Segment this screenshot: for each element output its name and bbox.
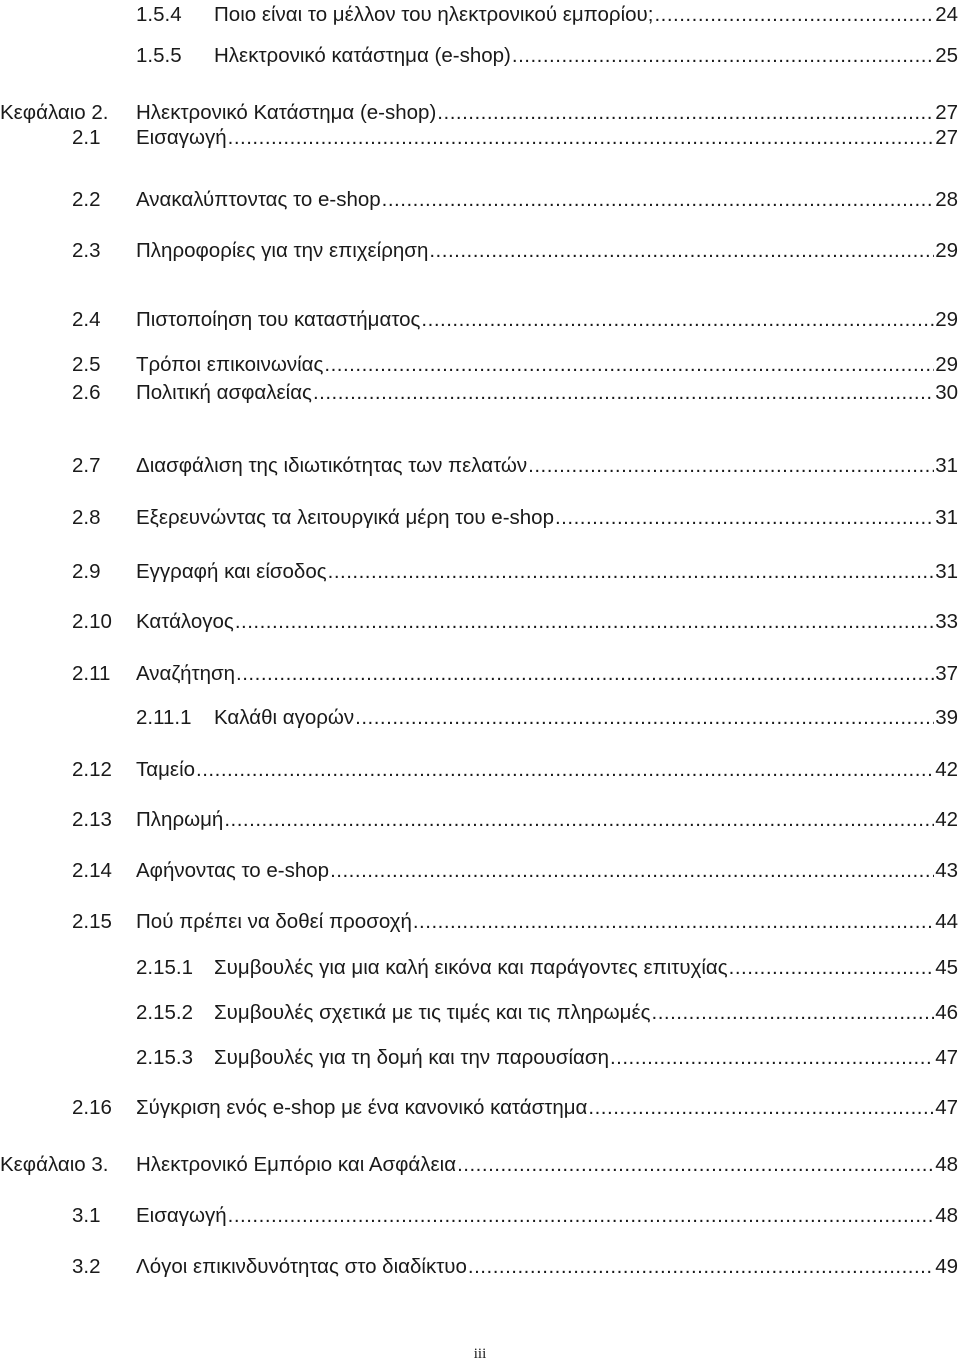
toc-entry-page: 28 xyxy=(935,188,958,211)
toc-entry[interactable] xyxy=(72,755,958,785)
dot-leader xyxy=(228,1201,935,1231)
toc-entry-page: 48 xyxy=(935,1153,958,1176)
dot-leader xyxy=(588,1093,934,1123)
toc-entry-page: 31 xyxy=(935,506,958,529)
toc-entry[interactable] xyxy=(72,659,958,689)
dot-leader xyxy=(652,998,935,1028)
toc-entry-page: 47 xyxy=(935,1046,958,1069)
toc-entry-title: Ταμείο xyxy=(136,758,196,781)
toc-entry-number: 2.16 xyxy=(72,1096,112,1119)
dot-leader xyxy=(555,503,934,533)
toc-entry-number: 2.15.2 xyxy=(136,1001,193,1024)
toc-entry-title: Ηλεκτρονικό Κατάστημα (e-shop) xyxy=(136,101,437,124)
toc-entry-number: 2.5 xyxy=(72,353,101,376)
toc-entry-title: Ανακαλύπτοντας το e-shop xyxy=(136,188,381,211)
toc-entry-number: Κεφάλαιο 2. xyxy=(0,101,109,124)
toc-entry-number: 2.2 xyxy=(72,188,101,211)
toc-entry-number: 1.5.5 xyxy=(136,44,182,67)
toc-entry-page: 47 xyxy=(935,1096,958,1119)
toc-entry-title: Λόγοι επικινδυνότητας στο διαδίκτυο xyxy=(136,1255,467,1278)
toc-entry[interactable] xyxy=(136,41,958,71)
toc-entry[interactable] xyxy=(72,305,958,335)
dot-leader xyxy=(196,755,934,785)
toc-entry-number: 2.11.1 xyxy=(136,706,192,729)
toc-entry[interactable] xyxy=(136,0,958,30)
toc-entry[interactable] xyxy=(72,805,958,835)
toc-entry-page: 33 xyxy=(935,610,958,633)
toc-entry[interactable] xyxy=(136,998,958,1028)
toc-entry-number: 2.9 xyxy=(72,560,101,583)
toc-entry-number: 2.15.3 xyxy=(136,1046,193,1069)
dot-leader xyxy=(421,305,934,335)
dot-leader xyxy=(512,41,934,71)
toc-entry[interactable] xyxy=(72,350,958,380)
toc-entry-page: 27 xyxy=(935,101,958,124)
toc-entry-page: 45 xyxy=(935,956,958,979)
dot-leader xyxy=(468,1252,934,1282)
toc-entry[interactable] xyxy=(72,378,958,408)
toc-entry-title: Πολιτική ασφαλείας xyxy=(136,381,312,404)
toc-entry-page: 49 xyxy=(935,1255,958,1278)
toc-entry-page: 29 xyxy=(935,353,958,376)
toc-entry[interactable] xyxy=(72,907,958,937)
toc-entry[interactable] xyxy=(136,703,958,733)
toc-entry[interactable] xyxy=(0,1150,958,1180)
toc-entry-title: Τρόποι επικοινωνίας xyxy=(136,353,324,376)
toc-entry-title: Καλάθι αγορών xyxy=(214,706,355,729)
dot-leader xyxy=(729,953,935,983)
toc-entry-title: Ηλεκτρονικό κατάστημα (e-shop) xyxy=(214,44,511,67)
dot-leader xyxy=(224,805,934,835)
dot-leader xyxy=(413,907,934,937)
toc-entry-number: 2.15 xyxy=(72,910,112,933)
dot-leader xyxy=(355,703,934,733)
toc-entry-number: 2.13 xyxy=(72,808,112,831)
toc-entry-page: 31 xyxy=(935,454,958,477)
toc-entry-title: Ποιο είναι το μέλλον του ηλεκτρονικού εμπορίου; xyxy=(214,3,654,26)
dot-leader xyxy=(313,378,934,408)
dot-leader xyxy=(528,451,934,481)
toc-entry-title: Ηλεκτρονικό Εμπόριο και Ασφάλεια xyxy=(136,1153,457,1176)
toc-entry-title: Αναζήτηση xyxy=(136,662,236,685)
toc-entry-title: Εισαγωγή xyxy=(136,1204,227,1227)
toc-entry-page: 29 xyxy=(935,239,958,262)
toc-entry-number: 2.7 xyxy=(72,454,101,477)
toc-entry-number: 2.3 xyxy=(72,239,101,262)
toc-entry-title: Συμβουλές για μια καλή εικόνα και παράγοντες επιτυχίας xyxy=(214,956,728,979)
toc-entry-page: 42 xyxy=(935,808,958,831)
toc-entry-page: 39 xyxy=(935,706,958,729)
toc-entry-title: Πιστοποίηση του καταστήματος xyxy=(136,308,421,331)
dot-leader xyxy=(457,1150,934,1180)
toc-entry-title: Πληρωμή xyxy=(136,808,224,831)
toc-entry-number: 3.2 xyxy=(72,1255,101,1278)
toc-entry[interactable] xyxy=(72,856,958,886)
toc-entry-number: 1.5.4 xyxy=(136,3,182,26)
toc-entry-title: Εξερευνώντας τα λειτουργικά μέρη του e-shop xyxy=(136,506,554,529)
toc-entry-title: Αφήνοντας το e-shop xyxy=(136,859,330,882)
toc-entry-number: 2.12 xyxy=(72,758,112,781)
toc-entry-title: Συμβουλές για τη δομή και την παρουσίαση xyxy=(214,1046,609,1069)
toc-entry-number: 2.1 xyxy=(72,126,101,149)
toc-entry-page: 27 xyxy=(935,126,958,149)
toc-entry-number: 2.15.1 xyxy=(136,956,193,979)
toc-entry-number: 2.4 xyxy=(72,308,101,331)
toc-entry[interactable] xyxy=(72,557,958,587)
toc-entry-page: 48 xyxy=(935,1204,958,1227)
toc-entry-page: 24 xyxy=(935,3,958,26)
toc-entry[interactable] xyxy=(136,953,958,983)
toc-entry[interactable] xyxy=(72,1252,958,1282)
dot-leader xyxy=(235,607,934,637)
toc-entry-page: 37 xyxy=(935,662,958,685)
toc-entry-title: Πληροφορίες για την επιχείρηση xyxy=(136,239,429,262)
toc-entry-number: 3.1 xyxy=(72,1204,101,1227)
toc-entry-title: Διασφάλιση της ιδιωτικότητας των πελατών xyxy=(136,454,528,477)
toc-entry-title: Πού πρέπει να δοθεί προσοχή xyxy=(136,910,412,933)
dot-leader xyxy=(328,557,935,587)
toc-entry-number: 2.6 xyxy=(72,381,101,404)
dot-leader xyxy=(330,856,934,886)
toc-entry-page: 25 xyxy=(935,44,958,67)
toc-entry[interactable] xyxy=(72,1093,958,1123)
toc-entry-page: 29 xyxy=(935,308,958,331)
toc-entry-page: 46 xyxy=(935,1001,958,1024)
toc-entry[interactable] xyxy=(136,1043,958,1073)
toc-entry-title: Συμβουλές σχετικά με τις τιμές και τις πληρωμές xyxy=(214,1001,651,1024)
dot-leader xyxy=(654,0,934,30)
toc-entry-page: 30 xyxy=(935,381,958,404)
toc-entry-page: 44 xyxy=(935,910,958,933)
dot-leader xyxy=(610,1043,934,1073)
dot-leader xyxy=(382,185,935,215)
toc-entry[interactable] xyxy=(72,236,958,266)
toc-entry[interactable] xyxy=(72,123,958,153)
toc-entry[interactable] xyxy=(72,1201,958,1231)
toc-entry[interactable] xyxy=(72,503,958,533)
toc-entry-title: Εισαγωγή xyxy=(136,126,227,149)
toc-entry[interactable] xyxy=(72,451,958,481)
dot-leader xyxy=(429,236,934,266)
toc-entry-title: Κατάλογος xyxy=(136,610,234,633)
page-number: iii xyxy=(473,1346,487,1362)
toc-entry-number: 2.14 xyxy=(72,859,112,882)
toc-entry-page: 43 xyxy=(935,859,958,882)
toc-entry-title: Σύγκριση ενός e-shop με ένα κανονικό κατάστημα xyxy=(136,1096,588,1119)
toc-entry-number: 2.8 xyxy=(72,506,101,529)
toc-entry-number: Κεφάλαιο 3. xyxy=(0,1153,109,1176)
dot-leader xyxy=(228,123,935,153)
toc-entry-title: Εγγραφή και είσοδος xyxy=(136,560,327,583)
dot-leader xyxy=(236,659,934,689)
toc-entry[interactable] xyxy=(72,185,958,215)
toc-entry-number: 2.10 xyxy=(72,610,112,633)
dot-leader xyxy=(324,350,934,380)
toc-entry-number: 2.11 xyxy=(72,662,111,685)
toc-entry[interactable] xyxy=(72,607,958,637)
toc-entry-page: 42 xyxy=(935,758,958,781)
toc-entry-page: 31 xyxy=(935,560,958,583)
